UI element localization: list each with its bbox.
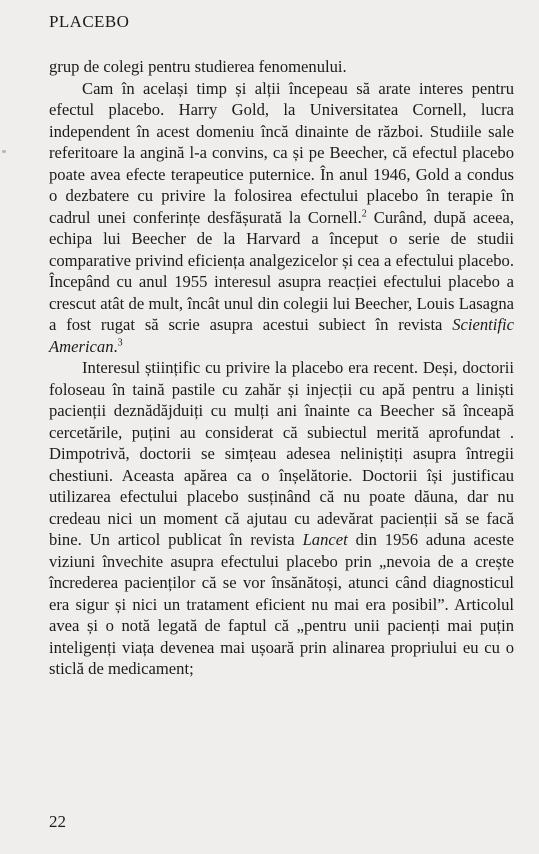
paragraph-3-run-1: Interesul științific cu privire la placebo era recent. Deși, doctorii foloseau în taină pastile cu zahăr și injecții cu apă pentru a liniști pacienții deznădăjduiți cu mulți ani înainte ca Beecher să înceapă cercetările, puțini au considerat că subiectul merită aprofundat . Dimpotrivă, doctorii se simțeau adesea neliniștiți asupra întregii chestiuni. Aceasta apărea ca o înșelătorie. Doctorii își justificau utilizarea efectului placebo susținând că nu poate dăuna, dar nu credeau nici un moment că ajutau cu adevărat pacienții să se facă bine. Un articol publicat în revista [49, 358, 514, 549]
page-number: 22 [49, 812, 66, 831]
footnote-ref-3: 3 [117, 336, 123, 348]
paragraph-2 [49, 78, 514, 358]
paragraph-3-run-3: din 1956 aduna aceste viziuni învechite asupra efectului placebo prin „nevoia de a crește încrederea pacienților că se vor însănătoși, atunci când diagnosticul era sigur și nici un tratament eficient nu mai era posibil”. Articolul avea și o notă legată de faptul că „pentru unii pacienți mai puțin inteligenți viața devenea mai ușoară prin alinarea propriului eu cu o sticlă de medicament; [49, 530, 514, 678]
margin-speck [2, 150, 6, 153]
paragraph-2-run-1: Cam în același timp și alții începeau să arate interes pentru efectul placebo. Harry Gold, la Universitatea Cornell, lucra independent în acest domeniu încă dinainte de război. Studiile sale referitoare la angină l-a convins, ca și pe Beecher, că efectul placebo poate avea efecte terapeutice puternice. În anul 1946, Gold a condus o dezbatere cu privire la folosirea efectului placebo în terapie în cadrul unei conferințe desfășurată la Cornell. [49, 78, 514, 227]
paragraph-2-run-5: . [113, 336, 118, 356]
journal-title-lancet: Lancet [302, 530, 348, 549]
paragraph-3 [49, 357, 514, 680]
body-text [49, 56, 514, 680]
paragraph-1-run-1: grup de colegi pentru studierea fenomenului. [49, 57, 347, 76]
footnote-ref-2: 2 [361, 207, 367, 219]
paragraph-1 [49, 56, 514, 78]
running-head: PLACEBO [49, 12, 130, 31]
journal-title-scientific-american: Scientific American [49, 315, 514, 356]
paragraph-2-run-3: Curând, după aceea, echipa lui Beecher de la Harvard a început o serie de studii comparative privind eficiența analgezicelor și cea a efectului placebo. Începând cu anul 1955 interesul asupra reacției efectului placebo a crescut atât de mult, încât unul din colegii lui Beecher, Louis Lasagna a fost rugat să scrie asupra acestui subiect în revista [49, 207, 514, 334]
